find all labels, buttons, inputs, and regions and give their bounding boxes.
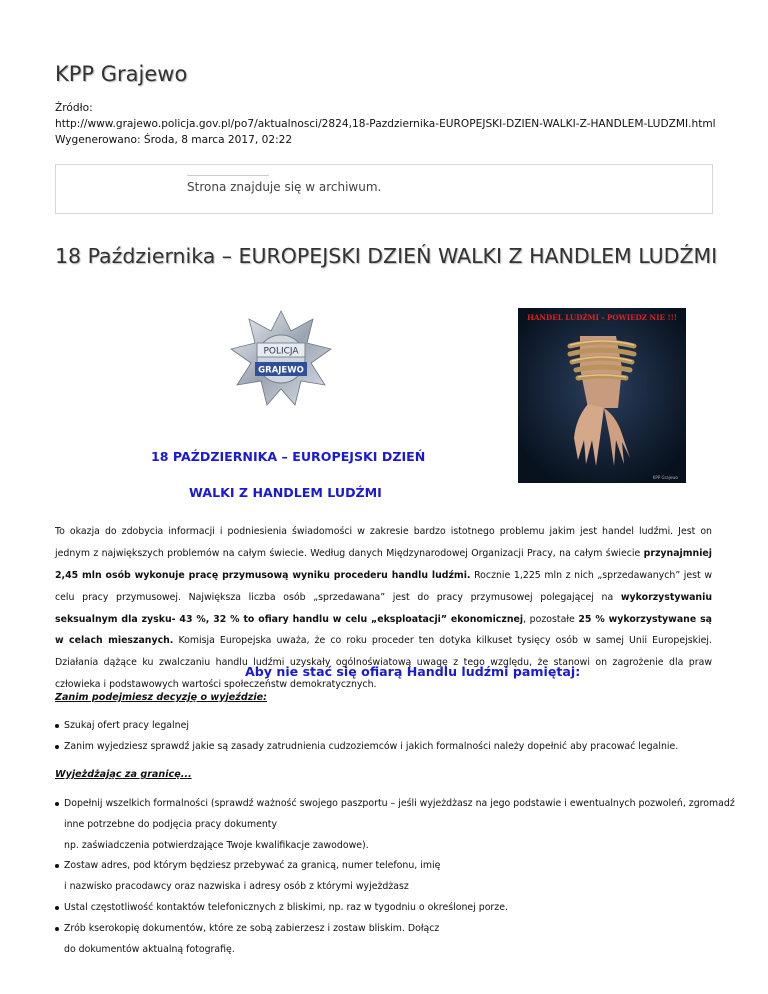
badge-bottom-text: GRAJEWO (258, 365, 304, 376)
going-abroad-list (55, 794, 735, 960)
archive-notice (55, 164, 713, 214)
list-item: Dopełnij wszelkich formalności (sprawdź ważność swojego paszportu – jeśli wyjeżdżasz na jego podstawie i ewentualnych pozwoleń, zgromadź inne potrzebne do podjęcia pracy dokumenty np. zaświadczenia potwierdzające Twoje kwalifikacje zawodowe). (55, 794, 735, 856)
intro-paragraph: To okazja do zdobycia informacji i podniesienia świadomości w zakresie bardzo istotnego problemu jakim jest handel ludźmi. Jest on jednym z największych problemów na całym świecie. Według danych Międzynarodowej Organizacji Pracy, na całym świecie przynajmniej 2,45 mln osób wykonuje pracę przymusową wyniku procederu handlu ludźmi. Rocznie 1,225 mln z nich „sprzedawanych” jest w celu pracy przymusowej. Największa liczba osób „sprzedawana” jest do pracy przymusowej polegającej na wykorzystywaniu seksualnym dla zysku- 43 %, 32 % to ofiary handlu w celu „eksploatacji” ekonomicznej, pozostałe 25 % wykorzystywane są w celach mieszanych. Komisja Europejska uważa, że co roku proceder ten dotyka kilkuset tysięcy osób w samej Unii Europejskiej. Działania dążące ku zwalczaniu handlu ludźmi uzyskały ogólnoświatową uwagę z tego względu, że stanowi on zagrożenie dla praw człowieka i podstawowych wartości społeczeństw demokratycznych. (55, 526, 712, 690)
list-item: Zanim wyjedziesz sprawdź jakie są zasady zatrudnienia cudzoziemców i jakich formalności należy dopełnić aby pracować legalnie. (55, 737, 735, 758)
source-label: Źródło: (55, 102, 93, 114)
before-departure-heading: Zanim podejmiesz decyzję o wyjeździe: (55, 692, 267, 703)
source-block (55, 100, 735, 148)
going-abroad-heading: Wyjeżdżając za granicę... (55, 769, 192, 780)
list-item: Zrób kserokopię dokumentów, które ze sobą zabierzesz i zostaw bliskim. Dołącz do dokumentów aktualną fotografię. (55, 919, 735, 961)
remember-heading: Aby nie stać się ofiarą Handlu ludźmi pamiętaj: (245, 664, 581, 679)
subheading-line-2: WALKI Z HANDLEM LUDŹMI (189, 485, 382, 500)
list-item: Ustal częstotliwość kontaktów telefonicznych z bliskimi, np. raz w tygodniu o określonej porze. (55, 898, 735, 919)
badge-top-text: POLICJA (263, 346, 299, 357)
photo-credit: KPP Grajewo (652, 475, 678, 480)
subheading-line-1: 18 PAŹDZIERNIKA – EUROPEJSKI DZIEŃ (151, 449, 426, 464)
before-departure-list (55, 716, 735, 758)
list-item: Zostaw adres, pod którym będziesz przebywać za granicą, numer telefonu, imię i nazwisko pracodawcy oraz nazwiska i adresy osób z którymi wyjeżdżasz (55, 856, 735, 898)
source-url[interactable]: http://www.grajewo.policja.gov.pl/po7/aktualnosci/2824,18-Pazdziernika-EUROPEJSKI-DZIEN-WALKI-Z-HANDLEM-LUDZMI.html (55, 118, 716, 130)
list-item: Szukaj ofert pracy legalnej (55, 716, 735, 737)
photo-banner-text: HANDEL LUDŹMI - POWIEDZ NIE !!! (527, 313, 677, 322)
police-badge-logo (226, 309, 336, 409)
site-title: KPP Grajewo (55, 62, 188, 86)
archive-text: Strona znajduje się w archiwum. (187, 180, 382, 194)
generated-date: Wygenerowano: Środa, 8 marca 2017, 02:22 (55, 134, 293, 146)
divider (187, 175, 269, 176)
article-title: 18 Października – EUROPEJSKI DZIEŃ WALKI Z HANDLEM LUDŹMI (55, 244, 718, 268)
tied-hands-photo (518, 308, 686, 483)
